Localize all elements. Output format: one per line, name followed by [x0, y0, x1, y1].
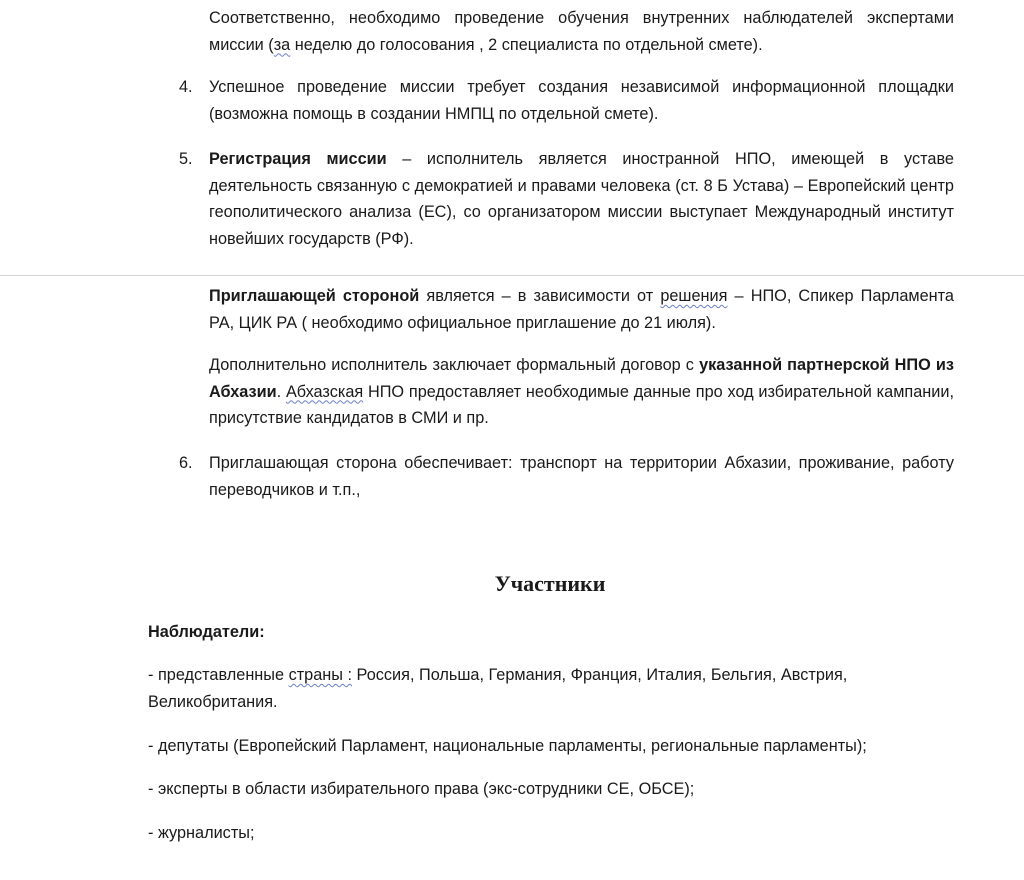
paragraph-contract: Дополнительно исполнитель заключает формальный договор с указанной партнерской НПО из Абхазии. Абхазская НПО предоставляет необходимые данные про ход избирательной кампании, присутствие кандидатов в СМИ и пр. — [209, 356, 954, 427]
list-number-6: 6. — [179, 454, 193, 472]
spellcheck-word: решения — [660, 287, 728, 305]
list-item-experts: - эксперты в области избирательного права (экс-сотрудники СЕ, ОБСЕ); — [148, 780, 695, 798]
observers-label: Наблюдатели: — [148, 623, 265, 641]
paragraph-training: Соответственно, необходимо проведение обучения внутренних наблюдателей экспертами миссии (за неделю до голосования , 2 специалиста по отдельной смете). — [209, 9, 954, 54]
spellcheck-word: за — [273, 35, 291, 54]
section-heading: Участники — [494, 571, 606, 596]
bold-term: указанной партнерской НПО из Абхазии — [209, 356, 954, 401]
list-item-journalists: - журналисты; — [148, 824, 255, 842]
paragraph-inviting-party: Приглашающей стороной является – в зависимости от решения – НПО, Спикер Парламента РА, ЦИК РА ( необходимо официальное приглашение до 21 июля). — [209, 287, 954, 332]
list-number-4: 4. — [179, 78, 193, 96]
list-item-5: Регистрация миссии – исполнитель является иностранной НПО, имеющей в уставе деятельность связанную с демократией и правами человека (ст. 8 Б Устава) – Европейский центр геополитического анализа (ЕС), со организатором миссии выступает Международный институт новейших государств (РФ). — [209, 150, 954, 248]
bold-term: Регистрация миссии — [209, 150, 387, 168]
list-number-5: 5. — [179, 150, 193, 168]
list-item-4: Успешное проведение миссии требует создания независимой информационной площадки (возможна помощь в создании НМПЦ по отдельной смете). — [209, 78, 954, 123]
spellcheck-word: страны : — [288, 666, 353, 684]
page-break — [0, 275, 1024, 276]
list-item-countries: - представленные страны : Россия, Польша, Германия, Франция, Италия, Бельгия, Австрия, Великобритания. — [148, 666, 848, 711]
list-item-deputies: - депутаты (Европейский Парламент, национальные парламенты, региональные парламенты); — [148, 737, 867, 755]
spellcheck-word: Абхазская — [285, 382, 364, 401]
list-item-6: Приглашающая сторона обеспечивает: транспорт на территории Абхазии, проживание, работу переводчиков и т.п., — [209, 454, 954, 499]
bold-term: Приглашающей стороной — [209, 287, 420, 305]
